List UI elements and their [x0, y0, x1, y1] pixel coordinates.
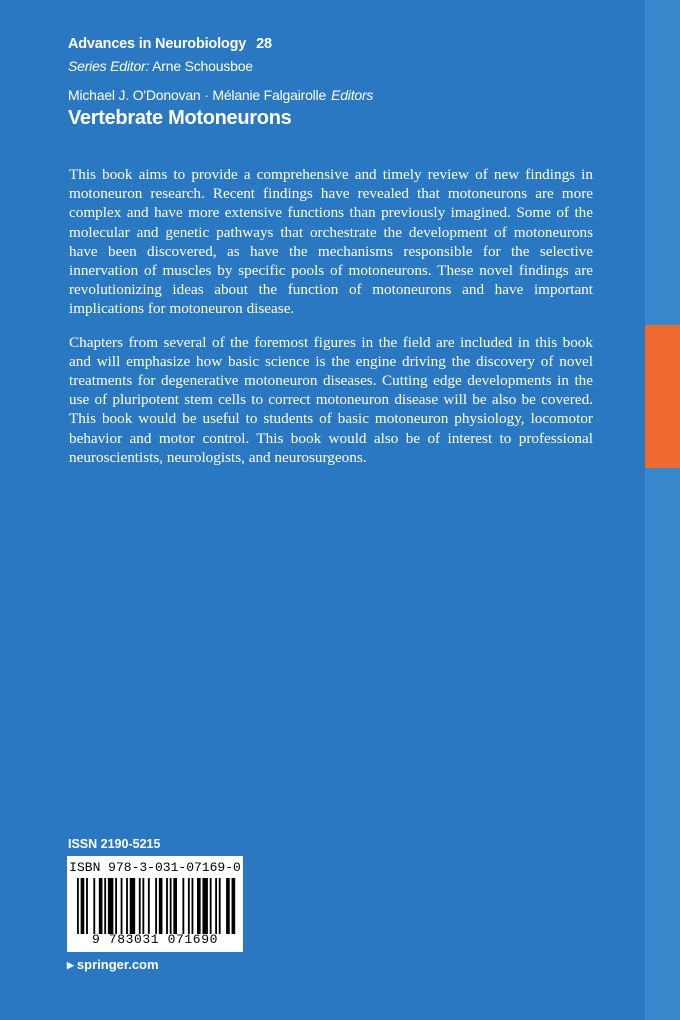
- barcode-bar: [115, 878, 117, 934]
- barcode-bar: [142, 878, 144, 934]
- accent-color-tab: [645, 325, 680, 468]
- triangle-right-icon: ▶: [67, 960, 74, 970]
- publisher-url: springer.com: [76, 957, 159, 972]
- barcode-bar: [192, 878, 194, 934]
- series-editor-label: Series Editor:: [68, 58, 150, 74]
- barcode-digits: 9 783031 071690: [91, 932, 219, 947]
- series-volume: 28: [256, 36, 272, 52]
- description-paragraph-2: Chapters from several of the foremost figures in the field are included in this book and will emphasize how basic science is the engine driving the discovery of novel treatments for degenerative motoneuron diseases. Cutting edge developments in the use of pluripotent stem cells to correct motoneuron disease will be also be covered. This book would be useful to students of basic motoneuron physiology, locomotor behavior and motor control. This book would also be of interest to professional neuroscientists, neurologists, and neurosurgeons.: [69, 333, 593, 466]
- series-editor-line: [68, 58, 253, 74]
- barcode-bar: [188, 878, 190, 934]
- barcode-bar: [139, 878, 141, 934]
- barcode-bar: [170, 878, 172, 934]
- barcode-bar: [148, 878, 150, 934]
- series-editor-name: Arne Schousboe: [152, 58, 253, 74]
- barcode-bar: [232, 878, 236, 934]
- book-editors: Michael J. O'Donovan · Mélanie Falgairolle: [68, 87, 327, 103]
- book-description: [69, 165, 593, 481]
- spine-strip: [645, 0, 680, 1020]
- publisher-link[interactable]: [67, 957, 159, 972]
- barcode-bars: [77, 878, 237, 934]
- barcode-bar: [197, 878, 201, 934]
- barcode-bar: [210, 878, 212, 934]
- barcode-bar: [121, 878, 123, 934]
- barcode-bar: [93, 878, 95, 934]
- book-title: Vertebrate Motoneurons: [68, 107, 292, 129]
- barcode-bar: [155, 878, 157, 934]
- barcode-bar: [166, 878, 168, 934]
- barcode-bar: [182, 878, 184, 934]
- barcode-bar: [215, 878, 217, 934]
- series-title-line: [68, 36, 272, 52]
- barcode-bar: [104, 878, 106, 934]
- book-editors-line: [68, 87, 373, 103]
- series-name: Advances in Neurobiology: [68, 36, 247, 52]
- barcode-bar: [202, 878, 207, 934]
- isbn-barcode: [67, 856, 243, 952]
- barcode-bar: [126, 878, 128, 934]
- barcode-bar: [81, 878, 85, 934]
- barcode-bar: [130, 878, 135, 934]
- isbn-label: ISBN 978-3-031-07169-0: [69, 860, 241, 875]
- description-paragraph-1: This book aims to provide a comprehensive and timely review of new findings in motoneuron research. Recent findings have revealed that motoneurons are more complex and have more extensive functions than previously imagined. Some of the molecular and genetic pathways that orchestrate the development of motoneurons have been discovered, as have the mechanisms responsible for the selective innervation of muscles by specific pools of motoneurons. These novel findings are revolutionizing ideas about the function of motoneurons and have important implications for motoneuron disease.: [69, 166, 593, 318]
- barcode-bar: [226, 878, 230, 934]
- barcode-bar: [173, 878, 177, 934]
- barcode-bar: [219, 878, 221, 934]
- barcode-bar: [86, 878, 88, 934]
- barcode-bar: [77, 878, 79, 934]
- barcode-bar: [108, 878, 113, 934]
- issn-number: ISSN 2190-5215: [68, 837, 161, 851]
- barcode-bar: [99, 878, 103, 934]
- book-editors-role: Editors: [331, 87, 374, 103]
- barcode-bar: [159, 878, 163, 934]
